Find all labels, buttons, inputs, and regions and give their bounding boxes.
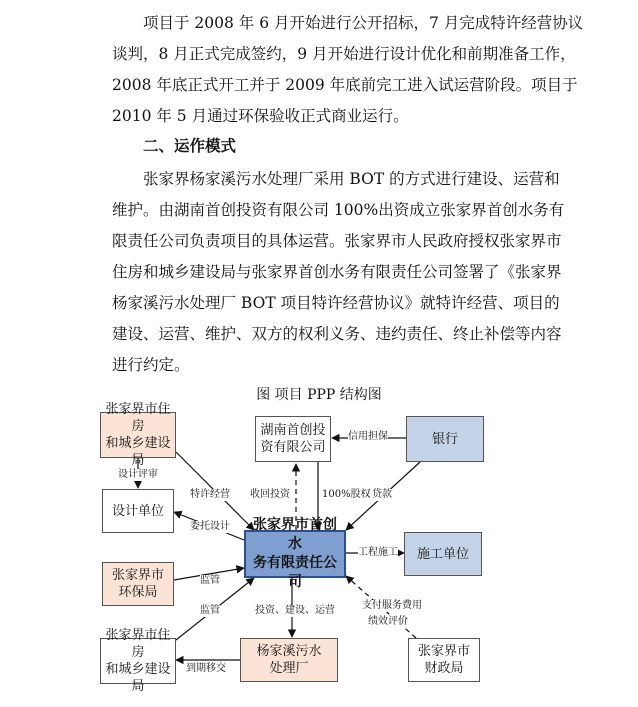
- node-bank: 银行: [406, 416, 484, 462]
- text-line: 杨家溪污水处理厂 BOT 项目特许经营协议》就特许经营、项目的: [112, 294, 560, 312]
- text-line: 维护。由湖南首创投资有限公司 100%出资成立张家界首创水务有: [112, 201, 565, 219]
- label-recover-investment: 收回投资: [250, 489, 290, 500]
- text-line: 2010 年 5 月通过环保验收正式商业运行。: [112, 107, 409, 125]
- label-supervision-housing: 监管: [200, 605, 220, 616]
- text-line: 谈判，8 月正式完成签约，9 月开始进行设计优化和前期准备工作，: [112, 45, 576, 63]
- text-line: 张家界杨家溪污水处理厂采用 BOT 的方式进行建设、运营和: [143, 170, 560, 188]
- label-commission-design: 委托设计: [190, 521, 230, 532]
- label-pay-service-fee: 支付服务费用: [362, 600, 422, 611]
- node-hunan-investment: 湖南首创投 资有限公司: [255, 416, 331, 462]
- label-loan: 贷款: [372, 489, 392, 500]
- node-housing-bureau-top: 张家界市住房 和城乡建设局: [100, 412, 176, 458]
- node-housing-bureau-bottom: 张家界市住房 和城乡建设局: [100, 638, 176, 684]
- label-franchise: 特许经营: [190, 489, 230, 500]
- text-line: 项目于 2008 年 6 月开始进行公开招标，7 月完成特许经营协议: [143, 14, 584, 32]
- label-credit-guarantee: 信用担保: [348, 431, 388, 442]
- label-supervision-env: 监管: [200, 575, 220, 586]
- node-sewage-plant: 杨家溪污水 处理厂: [240, 638, 338, 682]
- node-design-unit: 设计单位: [102, 489, 174, 533]
- text-line: 建设、运营、维护、双方的权利义务、违约责任、终止补偿等内容: [112, 325, 562, 343]
- label-transfer-on-expiry: 到期移交: [186, 663, 226, 674]
- paragraph-schedule: [112, 8, 584, 132]
- text-line: 进行约定。: [112, 356, 190, 374]
- node-construction-unit: 施工单位: [404, 532, 482, 576]
- label-engineering-construction: 工程施工: [358, 547, 398, 558]
- section-heading: 二、运作模式: [143, 137, 237, 155]
- node-env-protection-bureau: 张家界市 环保局: [102, 562, 174, 606]
- label-equity-100: 100%股权: [322, 489, 371, 500]
- text-line: 2008 年底正式开工并于 2009 年底前完工进入试运营阶段。项目于: [112, 76, 578, 94]
- paragraph-operation-mode: [112, 164, 565, 381]
- node-capital-water-company: 张家界市首创水 务有限责任公司: [244, 530, 346, 578]
- text-line: 住房和城乡建设局与张家界首创水务有限责任公司签署了《张家界: [112, 263, 562, 281]
- label-performance-evaluation: 绩效评价: [368, 616, 408, 627]
- node-finance-bureau: 张家界市 财政局: [408, 638, 480, 682]
- label-invest-build-operate: 投资、建设、运营: [255, 605, 335, 616]
- label-design-review: 设计评审: [118, 469, 158, 480]
- text-line: 限责任公司负责项目的具体运营。张家界市人民政府授权张家界市: [112, 232, 562, 250]
- figure-caption: 图 项目 PPP 结构图: [256, 387, 382, 403]
